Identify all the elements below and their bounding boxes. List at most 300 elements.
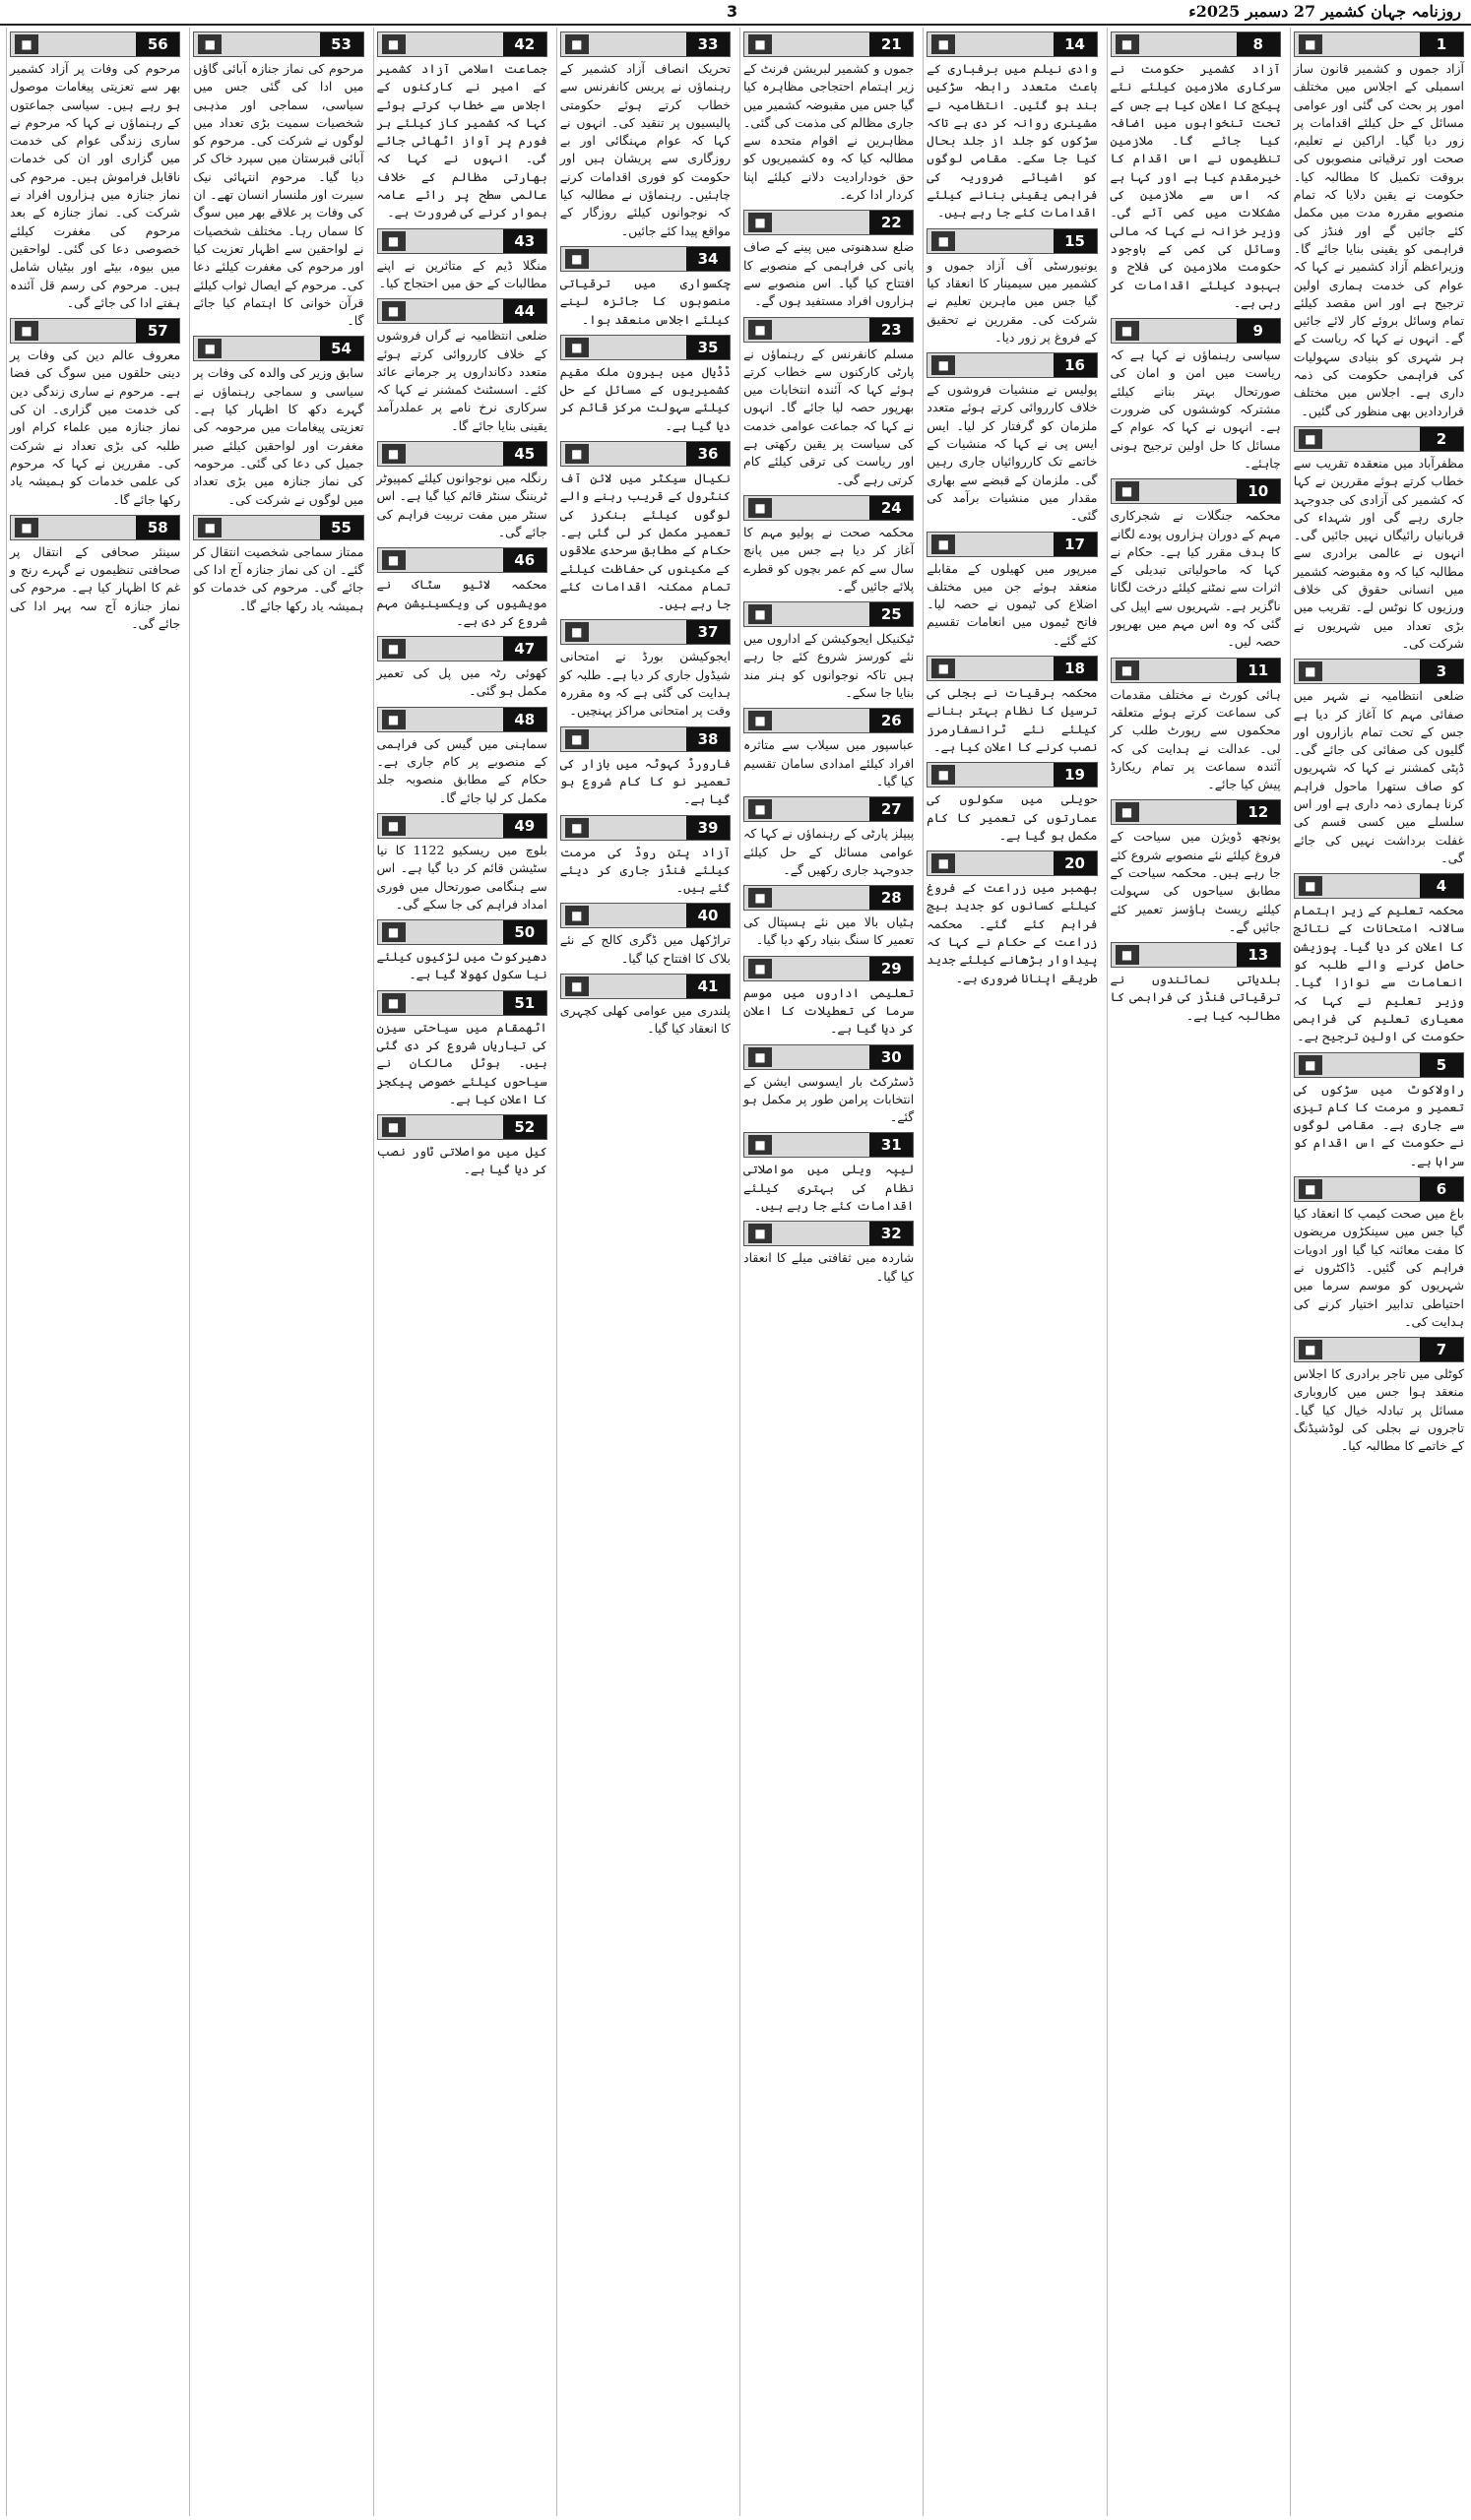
news-item-number: 54 xyxy=(320,337,363,360)
news-item-text: مرحوم کی نماز جنازہ آبائی گاؤں میں ادا کی گئی جس میں سیاسی، سماجی اور مذہبی شخصیات سمیت بڑی تعداد میں لوگوں نے شرکت کی۔ مرحوم کو آبائی قبرستان میں سپرد خاک کر دیا گیا۔ مرحوم انتہائی نیک سیرت اور ملنسار انسان تھے۔ ان کی وفات پر علاقے بھر میں سوگ کا سماں رہا۔ مختلف شخصیات نے لواحقین سے اظہار تعزیت کیا اور مرحوم کی مغفرت کیلئے دعا کی۔ مرحوم کے ایصال ثواب کیلئے قرآن خوانی کا اہتمام کیا جائے گا۔ xyxy=(193,61,364,329)
news-tag-icon: ■ xyxy=(1299,1055,1322,1075)
news-item-header xyxy=(927,762,1097,788)
news-tag-icon: ■ xyxy=(748,711,772,730)
news-item-number: 46 xyxy=(503,548,546,572)
news-item-header xyxy=(1111,318,1281,344)
news-item-number: 31 xyxy=(869,1133,913,1157)
news-item-text: ایجوکیشن بورڈ نے امتحانی شیڈول جاری کر دیا ہے۔ طلبہ کو ہدایت کی گئی ہے کہ وہ مقررہ وقت پر امتحانی مراکز پہنچیں۔ xyxy=(559,649,731,719)
news-tag-icon: ■ xyxy=(1116,481,1139,501)
news-tag-icon: ■ xyxy=(565,906,589,925)
news-column xyxy=(739,28,917,2516)
news-tag-icon: ■ xyxy=(565,976,589,996)
news-item-text: محکمہ جنگلات نے شجرکاری مہم کے دوران ہزاروں پودے لگانے کا ہدف مقرر کیا ہے۔ حکام نے کہا کہ ماحولیاتی تبدیلی کے اثرات سے نمٹنے کیلئے درخت لگانا ناگزیر ہے۔ شہریوں سے اپیل کی گئی کہ وہ اس مہم میں بھرپور حصہ لیں۔ xyxy=(1110,508,1281,650)
news-item xyxy=(377,636,547,701)
news-item-text: مسلم کانفرنس کے رہنماؤں نے پارٹی کارکنوں سے خطاب کرتے ہوئے کہا کہ آئندہ انتخابات میں بھرپور حصہ لیا جائے گا۔ انہوں نے کہا کہ جماعت عوامی خدمت کی سیاست پر یقین رکھتی ہے اور ریاست کی ترقی کیلئے کام کرتی رہے گی۔ xyxy=(743,346,915,487)
news-item-number: 19 xyxy=(1054,763,1097,787)
news-item xyxy=(743,32,914,204)
news-item-header xyxy=(560,726,731,752)
news-column xyxy=(923,28,1100,2516)
news-item-header xyxy=(1111,658,1281,683)
news-item xyxy=(560,32,731,240)
news-item-text: ڈڈیال میں بیرون ملک مقیم کشمیریوں کے مسائل کے حل کیلئے سہولت مرکز قائم کر دیا گیا ہے۔ xyxy=(559,363,731,433)
news-tag-icon: ■ xyxy=(931,659,955,678)
news-item-number: 49 xyxy=(503,814,546,838)
news-item xyxy=(560,974,731,1039)
news-item-number: 41 xyxy=(686,975,730,998)
news-item-number: 43 xyxy=(503,229,546,253)
news-item-text: راولاکوٹ میں سڑکوں کی تعمیر و مرمت کا کام تیزی سے جاری ہے۔ مقامی لوگوں نے حکومت کے اس اقدام کو سراہا ہے۔ xyxy=(1293,1081,1464,1168)
news-item-text: حویلی میں سکولوں کی عمارتوں کی تعمیر کا کام مکمل ہو گیا ہے۔ xyxy=(927,791,1098,843)
news-item-header xyxy=(743,317,914,343)
news-item-number: 7 xyxy=(1420,1338,1463,1361)
news-item-text: ضلعی انتظامیہ نے شہر میں صفائی مہم کا آغاز کر دیا ہے جس کے تحت تمام بازاروں اور گلیوں کی صفائی کی جائے گی۔ ڈپٹی کمشنر نے کہا کہ شہریوں کو صاف ستھرا ماحول فراہم کرنا ہماری ذمہ داری ہے اور اس سلسلے میں کسی قسم کی غفلت برداشت نہیں کی جائے گی۔ xyxy=(1293,688,1464,865)
news-item xyxy=(377,1114,547,1179)
news-item xyxy=(193,336,363,508)
news-item-number: 21 xyxy=(869,32,913,56)
news-tag-icon: ■ xyxy=(15,518,38,537)
news-tag-icon: ■ xyxy=(1116,802,1139,822)
news-tag-icon: ■ xyxy=(198,518,222,537)
news-item-header xyxy=(1294,1337,1464,1362)
news-item-number: 20 xyxy=(1054,851,1097,875)
news-item-number: 23 xyxy=(869,318,913,342)
news-item xyxy=(1111,658,1281,794)
news-item xyxy=(377,919,547,984)
news-item xyxy=(377,547,547,630)
news-item xyxy=(10,515,180,633)
news-item-header xyxy=(560,32,731,57)
news-item-text: شاردہ میں ثقافتی میلے کا انعقاد کیا گیا۔ xyxy=(743,1250,915,1284)
news-item-number: 1 xyxy=(1420,32,1463,56)
news-item-header xyxy=(377,813,547,839)
news-tag-icon: ■ xyxy=(748,1047,772,1067)
news-item-header xyxy=(743,885,914,911)
news-item xyxy=(560,903,731,968)
news-item-number: 44 xyxy=(503,299,546,323)
news-item-text: تراڑکھل میں ڈگری کالج کے نئے بلاک کا افتتاح کیا گیا۔ xyxy=(559,932,731,966)
news-item xyxy=(1294,873,1464,1045)
news-item-text: ڈسٹرکٹ بار ایسوسی ایشن کے انتخابات پرامن طور پر مکمل ہو گئے۔ xyxy=(743,1073,915,1125)
news-item-header xyxy=(377,707,547,732)
news-item-text: یونیورسٹی آف آزاد جموں و کشمیر میں سیمینار کا انعقاد کیا گیا جس میں ماہرین تعلیم نے شرکت کی۔ مقررین نے تحقیق کے فروغ پر زور دیا۔ xyxy=(927,257,1098,345)
news-item-header xyxy=(927,228,1097,254)
news-item-number: 45 xyxy=(503,442,546,466)
news-item-header xyxy=(10,515,180,540)
news-item-text: بلوچ میں ریسکیو 1122 کا نیا سٹیشن قائم کر دیا گیا ہے۔ اس سے ہنگامی صورتحال میں فوری امداد فراہم کی جا سکے گی۔ xyxy=(376,842,547,912)
news-item-number: 47 xyxy=(503,637,546,661)
news-tag-icon: ■ xyxy=(15,321,38,341)
news-item-text: بھمبر میں زراعت کے فروغ کیلئے کسانوں کو جدید بیج فراہم کئے گئے۔ محکمہ زراعت کے حکام نے کہا کہ پیداوار بڑھانے کیلئے جدید طریقے اپنانا ضروری ہے۔ xyxy=(927,880,1098,985)
news-item xyxy=(743,708,914,790)
news-item xyxy=(743,1132,914,1215)
news-item-text: ممتاز سماجی شخصیت انتقال کر گئے۔ ان کی نماز جنازہ آج ادا کی جائے گی۔ مرحوم کی خدمات کو ہمیشہ یاد رکھا جائے گا۔ xyxy=(193,543,364,613)
news-item xyxy=(1294,1052,1464,1170)
news-item-number: 52 xyxy=(503,1115,546,1139)
news-item-text: آزاد پتن روڈ کی مرمت کیلئے فنڈز جاری کر دیئے گئے ہیں۔ xyxy=(559,844,731,896)
news-item-number: 29 xyxy=(869,957,913,980)
news-item-number: 38 xyxy=(686,727,730,751)
news-item-header xyxy=(743,956,914,981)
news-item xyxy=(743,317,914,489)
news-item-text: جموں و کشمیر لبریشن فرنٹ کے زیر اہتمام احتجاجی مظاہرہ کیا گیا جس میں مقبوضہ کشمیر میں جاری مظالم کی مذمت کی گئی۔ مظاہرین نے اقوام متحدہ سے مطالبہ کیا کہ وہ کشمیریوں کو حق خودارادیت دلانے کیلئے اپنا کردار ادا کرے۔ xyxy=(743,61,915,203)
news-column xyxy=(6,28,183,2516)
news-item xyxy=(927,228,1097,346)
news-item-number: 14 xyxy=(1054,32,1097,56)
news-tag-icon: ■ xyxy=(1299,429,1322,449)
news-item-header xyxy=(560,441,731,467)
news-item-text: عباسپور میں سیلاب سے متاثرہ افراد کیلئے امدادی سامان تقسیم کیا گیا۔ xyxy=(743,737,915,788)
news-tag-icon: ■ xyxy=(748,1135,772,1155)
news-item-number: 13 xyxy=(1237,943,1280,967)
news-item xyxy=(1111,32,1281,312)
news-item-text: معروف عالم دین کی وفات پر دینی حلقوں میں سوگ کی فضا ہے۔ مرحوم نے ساری زندگی دین کی خدمت میں گزاری۔ ان کی نماز جنازہ میں علماء کرام اور طلبہ کی بڑی تعداد نے شرکت کی۔ مقررین نے کہا کہ مرحوم کی علمی خدمات کو ہمیشہ یاد رکھا جائے گا۔ xyxy=(10,347,181,507)
news-item xyxy=(10,32,180,312)
news-item xyxy=(743,495,914,596)
news-tag-icon: ■ xyxy=(382,34,406,54)
news-item-header xyxy=(377,919,547,945)
news-item-number: 9 xyxy=(1237,319,1280,343)
news-item xyxy=(743,956,914,1039)
news-item-header xyxy=(10,318,180,344)
news-tag-icon: ■ xyxy=(1116,321,1139,341)
news-item-header xyxy=(377,990,547,1016)
news-item-number: 36 xyxy=(686,442,730,466)
news-item-text: دھیرکوٹ میں لڑکیوں کیلئے نیا سکول کھولا گیا ہے۔ xyxy=(376,949,547,982)
news-item xyxy=(1294,659,1464,867)
news-tag-icon: ■ xyxy=(931,853,955,873)
news-tag-icon: ■ xyxy=(748,320,772,340)
news-item-number: 18 xyxy=(1054,657,1097,680)
news-item xyxy=(927,850,1097,987)
news-item xyxy=(927,656,1097,756)
news-item-number: 42 xyxy=(503,32,546,56)
news-item-text: کوٹلی میں تاجر برادری کا اجلاس منعقد ہوا جس میں کاروباری مسائل پر تبادلہ خیال کیا گیا۔ تاجروں نے بجلی کی لوڈشیڈنگ کے خاتمے کا مطالبہ کیا۔ xyxy=(1293,1366,1464,1454)
news-item-number: 35 xyxy=(686,336,730,359)
news-item xyxy=(560,441,731,613)
news-item-text: ہائی کورٹ نے مختلف مقدمات کی سماعت کرتے ہوئے متعلقہ محکموں سے رپورٹ طلب کر لی۔ عدالت نے ہدایت کی کہ آئندہ سماعت پر تمام ریکارڈ پیش کیا جائے۔ xyxy=(1110,686,1281,792)
news-item xyxy=(377,228,547,293)
news-item-number: 15 xyxy=(1054,229,1097,253)
news-item-number: 57 xyxy=(136,319,179,343)
news-item-number: 51 xyxy=(503,991,546,1015)
news-tag-icon: ■ xyxy=(565,338,589,357)
news-item xyxy=(377,441,547,541)
news-item-header xyxy=(377,636,547,662)
news-item-text: ہٹیاں بالا میں نئے ہسپتال کی تعمیر کا سنگ بنیاد رکھ دیا گیا۔ xyxy=(743,914,915,948)
news-tag-icon: ■ xyxy=(748,959,772,978)
news-item-header xyxy=(377,441,547,467)
news-column xyxy=(189,28,366,2516)
news-item xyxy=(743,796,914,879)
news-item-number: 30 xyxy=(869,1045,913,1069)
news-item-text: محکمہ صحت نے پولیو مہم کا آغاز کر دیا ہے جس میں پانچ سال سے کم عمر بچوں کو قطرے پلائے جائیں گے۔ xyxy=(743,524,915,594)
news-item-text: وادی نیلم میں برفباری کے باعث متعدد رابطہ سڑکیں بند ہو گئیں۔ انتظامیہ نے مشینری روانہ کر دی ہے تاکہ سڑکوں کو جلد از جلد بحال کیا جا سکے۔ مقامی لوگوں کو اشیائے ضروریہ کی فراہمی یقینی بنانے کیلئے اقدامات کئے جا رہے ہیں۔ xyxy=(927,61,1098,220)
news-tag-icon: ■ xyxy=(748,888,772,908)
news-item-header xyxy=(743,1132,914,1158)
news-item xyxy=(377,298,547,435)
news-item-header xyxy=(1111,478,1281,504)
news-tag-icon: ■ xyxy=(748,1224,772,1243)
news-item xyxy=(560,726,731,809)
news-item xyxy=(377,813,547,914)
news-item xyxy=(743,1044,914,1127)
news-item xyxy=(743,1221,914,1286)
news-tag-icon: ■ xyxy=(382,231,406,251)
news-item-number: 53 xyxy=(320,32,363,56)
news-item xyxy=(560,815,731,898)
news-tag-icon: ■ xyxy=(931,34,955,54)
news-item-header xyxy=(377,228,547,254)
news-item-number: 26 xyxy=(869,709,913,732)
news-item-header xyxy=(743,210,914,235)
news-item-text: ضلعی انتظامیہ نے گراں فروشوں کے خلاف کارروائی کرتے ہوئے متعدد دکانداروں پر جرمانے عائد کئے۔ اسسٹنٹ کمشنر نے کہا کہ سرکاری نرخ نامے پر عملدرآمد یقینی بنایا جائے گا۔ xyxy=(376,328,547,433)
news-item-number: 25 xyxy=(869,602,913,626)
news-item-header xyxy=(743,796,914,822)
news-item-number: 32 xyxy=(869,1222,913,1245)
news-item-header xyxy=(743,601,914,627)
news-item xyxy=(927,762,1097,845)
news-item-text: ضلع سدھنوتی میں پینے کے صاف پانی کی فراہمی کے منصوبے کا افتتاح کیا گیا۔ اس منصوبے سے ہزاروں افراد مستفید ہوں گے۔ xyxy=(743,239,915,309)
news-tag-icon: ■ xyxy=(748,34,772,54)
news-tag-icon: ■ xyxy=(1299,34,1322,54)
news-tag-icon: ■ xyxy=(931,231,955,251)
news-item-number: 10 xyxy=(1237,479,1280,503)
news-item-text: اٹھمقام میں سیاحتی سیزن کی تیاریاں شروع کر دی گئی ہیں۔ ہوٹل مالکان نے سیاحوں کیلئے خصوصی پیکجز کا اعلان کیا ہے۔ xyxy=(376,1019,547,1106)
news-item-header xyxy=(927,352,1097,378)
news-item xyxy=(1111,478,1281,651)
news-item-text: پیپلز پارٹی کے رہنماؤں نے کہا کہ عوامی مسائل کے حل کیلئے جدوجہد جاری رکھیں گے۔ xyxy=(743,826,915,877)
news-item xyxy=(927,532,1097,650)
news-column xyxy=(556,28,734,2516)
masthead-date: روزنامہ جہان کشمیر 27 دسمبر 2025ء xyxy=(1188,2,1461,21)
news-tag-icon: ■ xyxy=(198,339,222,358)
news-item-number: 8 xyxy=(1237,32,1280,56)
news-item-header xyxy=(927,532,1097,557)
news-tag-icon: ■ xyxy=(382,639,406,659)
news-item-text: مظفرآباد میں منعقدہ تقریب سے خطاب کرتے ہوئے مقررین نے کہا کہ کشمیر کی آزادی کی جدوجہد جاری رہے گی اور شہداء کی قربانیاں رائیگاں نہیں جائیں گی۔ انہوں نے عالمی برادری سے مطالبہ کیا کہ وہ مقبوضہ کشمیر میں انسانی حقوق کی خلاف ورزیوں کا نوٹس لے۔ تقریب میں بڑی تعداد میں شہریوں نے شرکت کی۔ xyxy=(1293,455,1464,651)
news-column xyxy=(1290,28,1467,2516)
news-item-text: چکسواری میں ترقیاتی منصوبوں کا جائزہ لینے کیلئے اجلاس منعقد ہوا۔ xyxy=(559,275,731,327)
news-item-text: محکمہ لائیو سٹاک نے مویشیوں کی ویکسینیشن مہم شروع کر دی ہے۔ xyxy=(376,577,547,628)
news-item-text: سیاسی رہنماؤں نے کہا ہے کہ ریاست میں امن و امان کی صورتحال بہتر بنانے کیلئے مشترکہ کوششوں کی ضرورت ہے۔ انہوں نے کہا کہ عوام کے مسائل کا حل اولین ترجیح ہونی چاہئے۔ xyxy=(1110,347,1281,471)
news-item xyxy=(1111,942,1281,1025)
news-item-text: پلندری میں عوامی کھلی کچہری کا انعقاد کیا گیا۔ xyxy=(559,1002,731,1037)
news-item-number: 16 xyxy=(1054,353,1097,377)
news-item-text: فارورڈ کہوٹہ میں بازار کی تعمیر نو کا کام شروع ہو گیا ہے۔ xyxy=(559,755,731,807)
news-tag-icon: ■ xyxy=(931,535,955,554)
news-item xyxy=(1111,799,1281,936)
news-item-number: 27 xyxy=(869,797,913,821)
news-item-header xyxy=(743,495,914,521)
news-item-header xyxy=(560,974,731,999)
news-item-header xyxy=(1294,32,1464,57)
news-item-text: رنگلہ میں نوجوانوں کیلئے کمپیوٹر ٹریننگ سنٹر قائم کیا گیا ہے۔ اس سنٹر میں مفت تربیت فراہم کی جائے گی۔ xyxy=(376,471,547,539)
news-tag-icon: ■ xyxy=(1116,661,1139,680)
news-item-number: 34 xyxy=(686,247,730,271)
news-item-header xyxy=(1111,32,1281,57)
news-item-number: 50 xyxy=(503,920,546,944)
news-tag-icon: ■ xyxy=(748,799,772,819)
news-item-header xyxy=(927,32,1097,57)
news-item xyxy=(560,246,731,329)
news-item-text: نکیال سیکٹر میں لائن آف کنٹرول کے قریب رہنے والے لوگوں کیلئے بنکرز کی تعمیر مکمل کر لی گئی ہے۔ حکام کے مطابق سرحدی علاقوں کے مکینوں کی حفاظت کیلئے تمام ممکنہ اقدامات کئے جا رہے ہیں۔ xyxy=(559,471,731,612)
news-item-text: میرپور میں کھیلوں کے مقابلے منعقد ہوئے جن میں مختلف اضلاع کی ٹیموں نے حصہ لیا۔ فاتح ٹیموں میں انعامات تقسیم کئے گئے۔ xyxy=(927,560,1098,648)
news-tag-icon: ■ xyxy=(382,301,406,321)
news-tag-icon: ■ xyxy=(198,34,222,54)
news-item-header xyxy=(377,298,547,324)
news-item xyxy=(377,707,547,807)
news-item-header xyxy=(560,903,731,928)
news-item-header xyxy=(743,32,914,57)
news-item-text: لیپہ ویلی میں مواصلاتی نظام کی بہتری کیلئے اقدامات کئے جا رہے ہیں۔ xyxy=(743,1162,915,1214)
news-item-header xyxy=(193,515,363,540)
news-item-text: کیل میں مواصلاتی ٹاور نصب کر دیا گیا ہے۔ xyxy=(376,1144,547,1177)
news-item-number: 3 xyxy=(1420,660,1463,683)
news-item-number: 58 xyxy=(136,516,179,539)
news-item-header xyxy=(1111,942,1281,968)
news-item xyxy=(193,32,363,330)
news-item-number: 40 xyxy=(686,904,730,927)
news-item-header xyxy=(1294,1052,1464,1078)
news-item-header xyxy=(560,335,731,360)
news-tag-icon: ■ xyxy=(382,922,406,942)
news-item-text: بلدیاتی نمائندوں نے ترقیاتی فنڈز کی فراہمی کا مطالبہ کیا ہے۔ xyxy=(1110,972,1281,1023)
news-item-header xyxy=(743,1221,914,1246)
news-item xyxy=(743,210,914,310)
news-tag-icon: ■ xyxy=(382,444,406,464)
news-item-text: کھوئی رٹہ میں پل کی تعمیر مکمل ہو گئی۔ xyxy=(376,665,547,699)
news-item-header xyxy=(1111,799,1281,825)
news-item xyxy=(560,335,731,435)
news-item-header xyxy=(743,708,914,733)
news-item-text: جماعت اسلامی آزاد کشمیر کے امیر نے کارکنوں کے اجلاس سے خطاب کرتے ہوئے کہا کہ کشمیر کاز کیلئے ہر فورم پر آواز اٹھائی جائے گی۔ انہوں نے کہا کہ بھارتی مظالم کے خلاف عالمی سطح پر رائے عامہ ہموار کرنے کی ضرورت ہے۔ xyxy=(376,61,547,220)
news-tag-icon: ■ xyxy=(382,710,406,729)
news-item xyxy=(1294,32,1464,420)
news-item xyxy=(1294,1337,1464,1455)
news-tag-icon: ■ xyxy=(1299,662,1322,681)
news-tag-icon: ■ xyxy=(1116,34,1139,54)
news-tag-icon: ■ xyxy=(748,498,772,518)
page-number: 3 xyxy=(727,2,738,21)
news-item xyxy=(193,515,363,615)
news-item-header xyxy=(1294,659,1464,684)
news-tag-icon: ■ xyxy=(565,818,589,838)
news-item-header xyxy=(560,246,731,272)
news-item-text: مرحوم کی وفات پر آزاد کشمیر بھر سے تعزیتی پیغامات موصول ہو رہے ہیں۔ سیاسی جماعتوں کے رہنماؤں نے کہا کہ مرحوم نے ساری زندگی عوام کی خدمت میں گزاری اور ان کی خدمات ناقابل فراموش ہیں۔ مرحوم کی نماز جنازہ میں ہزاروں افراد نے شرکت کی۔ نماز جنازہ کے بعد مرحوم کی مغفرت کیلئے خصوصی دعا کی گئی۔ لواحقین میں بیوہ، بیٹے اور بیٹیاں شامل ہیں۔ مرحوم کی رسم قل آئندہ ہفتے ادا کی جائے گی۔ xyxy=(10,61,181,310)
news-tag-icon: ■ xyxy=(382,550,406,570)
news-item-text: آزاد کشمیر حکومت نے سرکاری ملازمین کیلئے نئے پیکج کا اعلان کیا ہے جس کے تحت تنخواہوں میں اضافہ کیا جائے گا۔ ملازمین تنظیموں نے اس اقدام کا خیرمقدم کیا ہے اور کہا ہے کہ اس سے ملازمین کی مشکلات میں کمی آئے گی۔ وزیر خزانہ نے کہا کہ مالی وسائل کی کمی کے باوجود حکومت ملازمین کی فلاح و بہبود کیلئے اقدامات کر رہی ہے۔ xyxy=(1110,61,1281,310)
newspaper-page xyxy=(6,28,1467,2516)
news-item-header xyxy=(560,815,731,841)
news-item-number: 28 xyxy=(869,886,913,910)
news-item-header xyxy=(927,850,1097,876)
news-item-text: سابق وزیر کی والدہ کی وفات پر سیاسی و سماجی رہنماؤں نے گہرے دکھ کا اظہار کیا ہے۔ تعزیتی پیغامات میں مرحومہ کی مغفرت اور لواحقین کیلئے صبر جمیل کی دعا کی گئی۔ مرحومہ کی نماز جنازہ میں بڑی تعداد میں لوگوں نے شرکت کی۔ xyxy=(193,365,364,507)
news-item-number: 6 xyxy=(1420,1177,1463,1201)
news-tag-icon: ■ xyxy=(748,604,772,624)
news-item-text: ٹیکنیکل ایجوکیشن کے اداروں میں نئے کورسز شروع کئے جا رہے ہیں تاکہ نوجوانوں کو ہنر مند بنایا جا سکے۔ xyxy=(743,631,915,701)
news-item-text: باغ میں صحت کیمپ کا انعقاد کیا گیا جس میں سینکڑوں مریضوں کا مفت معائنہ کیا گیا اور ادویات فراہم کی گئیں۔ ڈاکٹروں نے شہریوں کو موسم سرما میں احتیاطی تدابیر اختیار کرنے کی ہدایت کی۔ xyxy=(1293,1206,1464,1329)
news-item-header xyxy=(927,656,1097,681)
news-item-header xyxy=(193,32,363,57)
news-column xyxy=(373,28,550,2516)
news-tag-icon: ■ xyxy=(565,622,589,642)
news-item-header xyxy=(377,1114,547,1140)
news-item-header xyxy=(560,619,731,645)
news-tag-icon: ■ xyxy=(565,444,589,464)
news-item-header xyxy=(377,547,547,573)
news-item-text: پونچھ ڈویژن میں سیاحت کے فروغ کیلئے نئے منصوبے شروع کئے جا رہے ہیں۔ محکمہ سیاحت کے مطابق سیاحوں کی سہولت کیلئے ریسٹ ہاؤسز تعمیر کئے جائیں گے۔ xyxy=(1110,829,1281,934)
news-item-header xyxy=(10,32,180,57)
news-item-number: 55 xyxy=(320,516,363,539)
news-item xyxy=(927,352,1097,525)
news-tag-icon: ■ xyxy=(382,816,406,836)
news-tag-icon: ■ xyxy=(1299,1179,1322,1199)
news-tag-icon: ■ xyxy=(565,729,589,749)
news-item-number: 5 xyxy=(1420,1053,1463,1077)
news-item-text: تحریک انصاف آزاد کشمیر کے رہنماؤں نے پریس کانفرنس سے خطاب کرتے ہوئے حکومتی پالیسیوں پر تنقید کی۔ انہوں نے کہا کہ عوام مہنگائی اور بے روزگاری سے پریشان ہیں اور حکومت کو فوری اقدامات کرنے چاہئیں۔ رہنماؤں نے مطالبہ کیا کہ نوجوانوں کیلئے روزگار کے مواقع پیدا کئے جائیں۔ xyxy=(559,61,731,238)
news-column xyxy=(1107,28,1284,2516)
news-item xyxy=(10,318,180,509)
news-item-header xyxy=(1294,1176,1464,1202)
news-item xyxy=(377,990,547,1108)
news-tag-icon: ■ xyxy=(748,213,772,232)
news-item-number: 2 xyxy=(1420,427,1463,451)
news-item xyxy=(1294,426,1464,653)
news-item-text: آزاد جموں و کشمیر قانون ساز اسمبلی کے اجلاس میں مختلف امور پر بحث کی گئی اور عوامی مسائل کے حل کیلئے اقدامات پر زور دیا گیا۔ اراکین نے تعلیم، صحت اور ترقیاتی منصوبوں کی بروقت تکمیل کا مطالبہ کیا۔ حکومت نے یقین دلایا کہ تمام منصوبے مقررہ مدت میں مکمل کئے جائیں گے اور فنڈز کی فراہمی کو یقینی بنایا جائے گا۔ وزیراعظم آزاد کشمیر نے کہا کہ عوام کی خدمت ہماری اولین ترجیح ہے اور اس مقصد کیلئے تمام وسائل بروئے کار لائے جائیں گے۔ انہوں نے کہا کہ ریاست کے ہر شہری کو بنیادی سہولیات کی فراہمی حکومت کی ذمہ داری ہے۔ اجلاس میں مختلف قراردادیں بھی منظور کی گئیں۔ xyxy=(1293,61,1464,418)
news-item-number: 33 xyxy=(686,32,730,56)
news-tag-icon: ■ xyxy=(1299,876,1322,896)
news-item-number: 17 xyxy=(1054,533,1097,556)
news-item-text: پولیس نے منشیات فروشوں کے خلاف کارروائی کرتے ہوئے متعدد ملزمان کو گرفتار کر لیا۔ ایس ایس پی نے کہا کہ منشیات کے خاتمے تک کارروائیاں جاری رہیں گی۔ ملزمان کے قبضے سے بھاری مقدار میں منشیات برآمد کی گئی۔ xyxy=(927,382,1098,524)
news-item xyxy=(927,32,1097,222)
news-tag-icon: ■ xyxy=(931,355,955,375)
news-tag-icon: ■ xyxy=(931,765,955,785)
news-item-number: 11 xyxy=(1237,659,1280,682)
news-tag-icon: ■ xyxy=(565,34,589,54)
news-tag-icon: ■ xyxy=(382,1117,406,1137)
news-item-number: 12 xyxy=(1237,800,1280,824)
news-tag-icon: ■ xyxy=(382,993,406,1013)
news-item-number: 56 xyxy=(136,32,179,56)
news-item-number: 48 xyxy=(503,708,546,731)
news-item-header xyxy=(743,1044,914,1070)
news-tag-icon: ■ xyxy=(565,249,589,269)
news-tag-icon: ■ xyxy=(15,34,38,54)
news-tag-icon: ■ xyxy=(1299,1340,1322,1359)
news-item xyxy=(377,32,547,222)
news-tag-icon: ■ xyxy=(1116,945,1139,965)
masthead xyxy=(0,0,1471,26)
news-item xyxy=(1294,1176,1464,1331)
news-item-text: سماہنی میں گیس کی فراہمی کے منصوبے پر کام جاری ہے۔ حکام کے مطابق منصوبہ جلد مکمل کر لیا جائے گا۔ xyxy=(376,735,547,805)
news-item-number: 22 xyxy=(869,211,913,234)
news-item-text: محکمہ تعلیم کے زیر اہتمام سالانہ امتحانات کے نتائج کا اعلان کر دیا گیا۔ پوزیشن حاصل کرنے والے طلبہ کو انعامات سے نوازا گیا۔ وزیر تعلیم نے کہا کہ معیاری تعلیم کی فراہمی حکومت کی اولین ترجیح ہے۔ xyxy=(1293,903,1464,1044)
news-item xyxy=(743,885,914,950)
news-item-header xyxy=(1294,426,1464,452)
news-item-header xyxy=(193,336,363,361)
news-item-header xyxy=(1294,873,1464,899)
news-item xyxy=(1111,318,1281,472)
news-item-number: 4 xyxy=(1420,874,1463,898)
news-item-text: محکمہ برقیات نے بجلی کی ترسیل کا نظام بہتر بنانے کیلئے نئے ٹرانسفارمرز نصب کرنے کا اعلان کیا ہے۔ xyxy=(927,685,1098,754)
news-item-text: منگلا ڈیم کے متاثرین نے اپنے مطالبات کے حق میں احتجاج کیا۔ xyxy=(376,257,547,290)
news-item-number: 24 xyxy=(869,496,913,520)
news-item-number: 39 xyxy=(686,816,730,840)
news-item xyxy=(743,601,914,702)
news-item-text: تعلیمی اداروں میں موسم سرما کی تعطیلات کا اعلان کر دیا گیا ہے۔ xyxy=(743,984,915,1037)
news-item-text: سینئر صحافی کے انتقال پر صحافتی تنظیموں نے گہرے رنج و غم کا اظہار کیا ہے۔ مرحوم کی نماز جنازہ آج سہ پہر ادا کی جائے گی۔ xyxy=(10,543,181,632)
news-item-header xyxy=(377,32,547,57)
